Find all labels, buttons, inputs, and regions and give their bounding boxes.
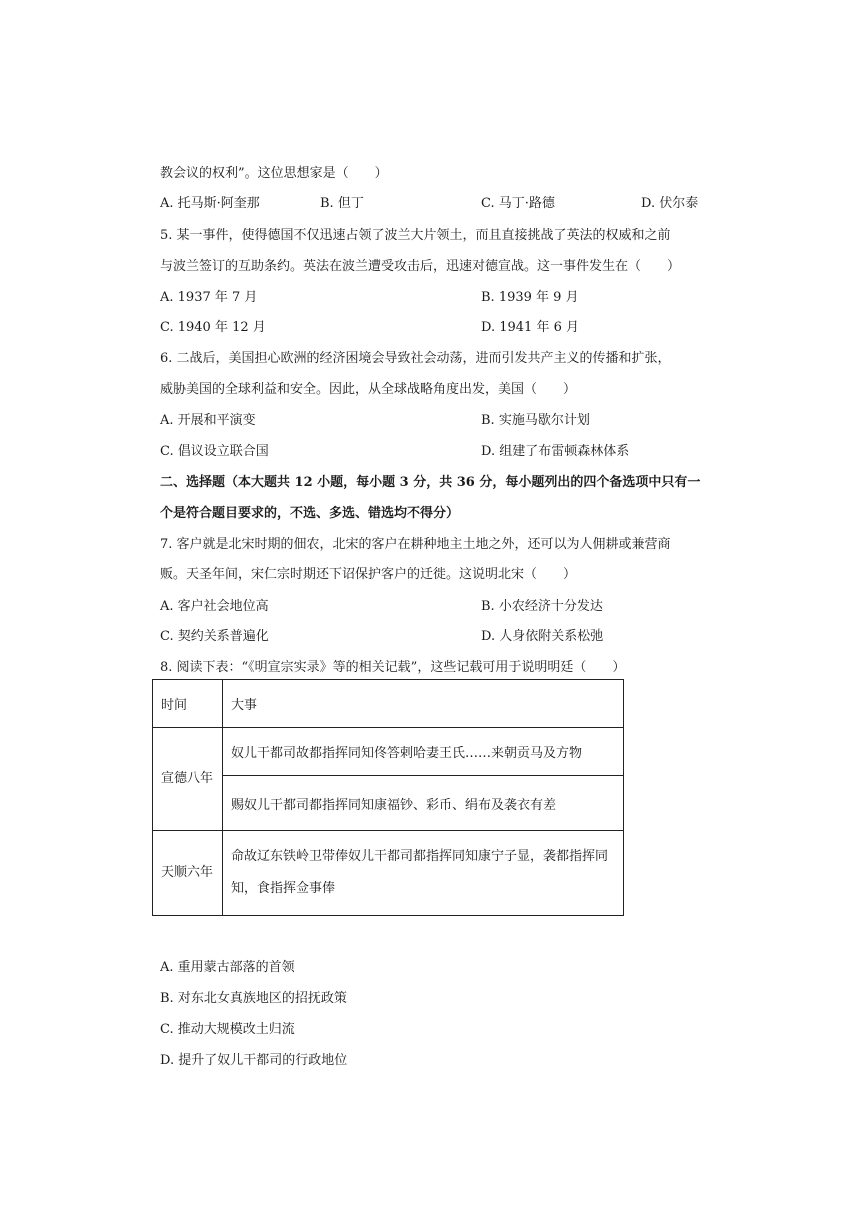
q8-option-b: B. 对东北女真族地区的招抚政策 bbox=[160, 991, 347, 1006]
q6-option-d: D. 组建了布雷顿森林体系 bbox=[481, 444, 630, 459]
time-tianshun: 天顺六年 bbox=[161, 865, 214, 880]
q7-option-b: B. 小农经济十分发达 bbox=[481, 599, 603, 614]
q7-stem-line1: 7. 客户就是北宋时期的佃农，北宋的客户在耕种地主土地之外，还可以为人佣耕或兼营商 bbox=[160, 537, 671, 552]
section-2-heading-line1: 二、选择题（本大题共 12 小题，每小题 3 分，共 36 分，每小题列出的四个备选项中只有一 bbox=[160, 475, 701, 490]
q8-option-a: A. 重用蒙古部落的首领 bbox=[160, 960, 295, 975]
table-header-row bbox=[153, 680, 624, 728]
q5-option-c: C. 1940 年 12 月 bbox=[160, 320, 266, 335]
section-2-heading-line2: 个是符合题目要求的，不选、多选、错选均不得分） bbox=[160, 506, 460, 521]
table-row bbox=[153, 728, 624, 776]
q8-stem: 8. 阅读下表：“《明宣宗实录》等的相关记载”，这些记载可用于说明明廷（ ） bbox=[160, 660, 626, 675]
q6-stem-line1: 6. 二战后，美国担心欧洲的经济困境会导致社会动荡，进而引发共产主义的传播和扩张， bbox=[160, 351, 671, 366]
q5-stem-line1: 5. 某一事件，使得德国不仅迅速占领了波兰大片领土，而且直接挑战了英法的权威和之前 bbox=[160, 228, 671, 243]
q4-option-b: B. 但丁 bbox=[320, 196, 364, 211]
q4-option-c: C. 马丁·路德 bbox=[481, 196, 555, 211]
q4-stem-end: 教会议的权利”。这位思想家是（ ） bbox=[160, 166, 388, 181]
q7-option-d: D. 人身依附关系松弛 bbox=[481, 629, 604, 644]
q7-option-c: C. 契约关系普遍化 bbox=[160, 629, 269, 644]
time-cell-tianshun bbox=[153, 831, 223, 916]
q4-option-a: A. 托马斯·阿奎那 bbox=[160, 196, 260, 211]
header-time: 时间 bbox=[153, 680, 223, 728]
q4-option-d: D. 伏尔泰 bbox=[641, 196, 699, 211]
q6-option-a: A. 开展和平演变 bbox=[160, 413, 256, 428]
event-cell bbox=[223, 831, 624, 916]
time-xuande: 宣德八年 bbox=[161, 771, 214, 786]
q6-stem-line2: 威胁美国的全球利益和安全。因此，从全球战略角度出发，美国（ ） bbox=[160, 382, 577, 397]
q7-stem-line2: 贩。天圣年间，宋仁宗时期还下诏保护客户的迁徙。这说明北宋（ ） bbox=[160, 567, 577, 582]
q7-option-a: A. 客户社会地位高 bbox=[160, 599, 269, 614]
time-cell-xuande bbox=[153, 728, 223, 831]
q5-option-a: A. 1937 年 7 月 bbox=[160, 290, 258, 305]
event-tianshun: 命故辽东铁岭卫带俸奴儿干都司都指挥同知康宁子显，袭都指挥同知，食指挥佥事俸 bbox=[231, 849, 609, 896]
q6-option-b: B. 实施马歇尔计划 bbox=[481, 413, 590, 428]
header-events: 大事 bbox=[223, 680, 624, 728]
q5-option-b: B. 1939 年 9 月 bbox=[481, 290, 579, 305]
table-row bbox=[153, 831, 624, 916]
event-cell: 奴儿干都司故都指挥同知佟答剌哈妻王氏……来朝贡马及方物 bbox=[223, 728, 624, 776]
q5-stem-line2: 与波兰签订的互助条约。英法在波兰遭受攻击后，迅速对德宣战。这一事件发生在（ ） bbox=[160, 259, 681, 274]
q8-option-d: D. 提升了奴儿干都司的行政地位 bbox=[160, 1053, 348, 1068]
event-cell: 赐奴儿干都司都指挥同知康福钞、彩币、绢布及袭衣有差 bbox=[223, 776, 624, 831]
table-row bbox=[153, 776, 624, 831]
q8-option-c: C. 推动大规模改土归流 bbox=[160, 1022, 295, 1037]
q5-option-d: D. 1941 年 6 月 bbox=[481, 320, 579, 335]
q6-option-c: C. 倡议设立联合国 bbox=[160, 444, 269, 459]
events-table bbox=[152, 679, 624, 916]
